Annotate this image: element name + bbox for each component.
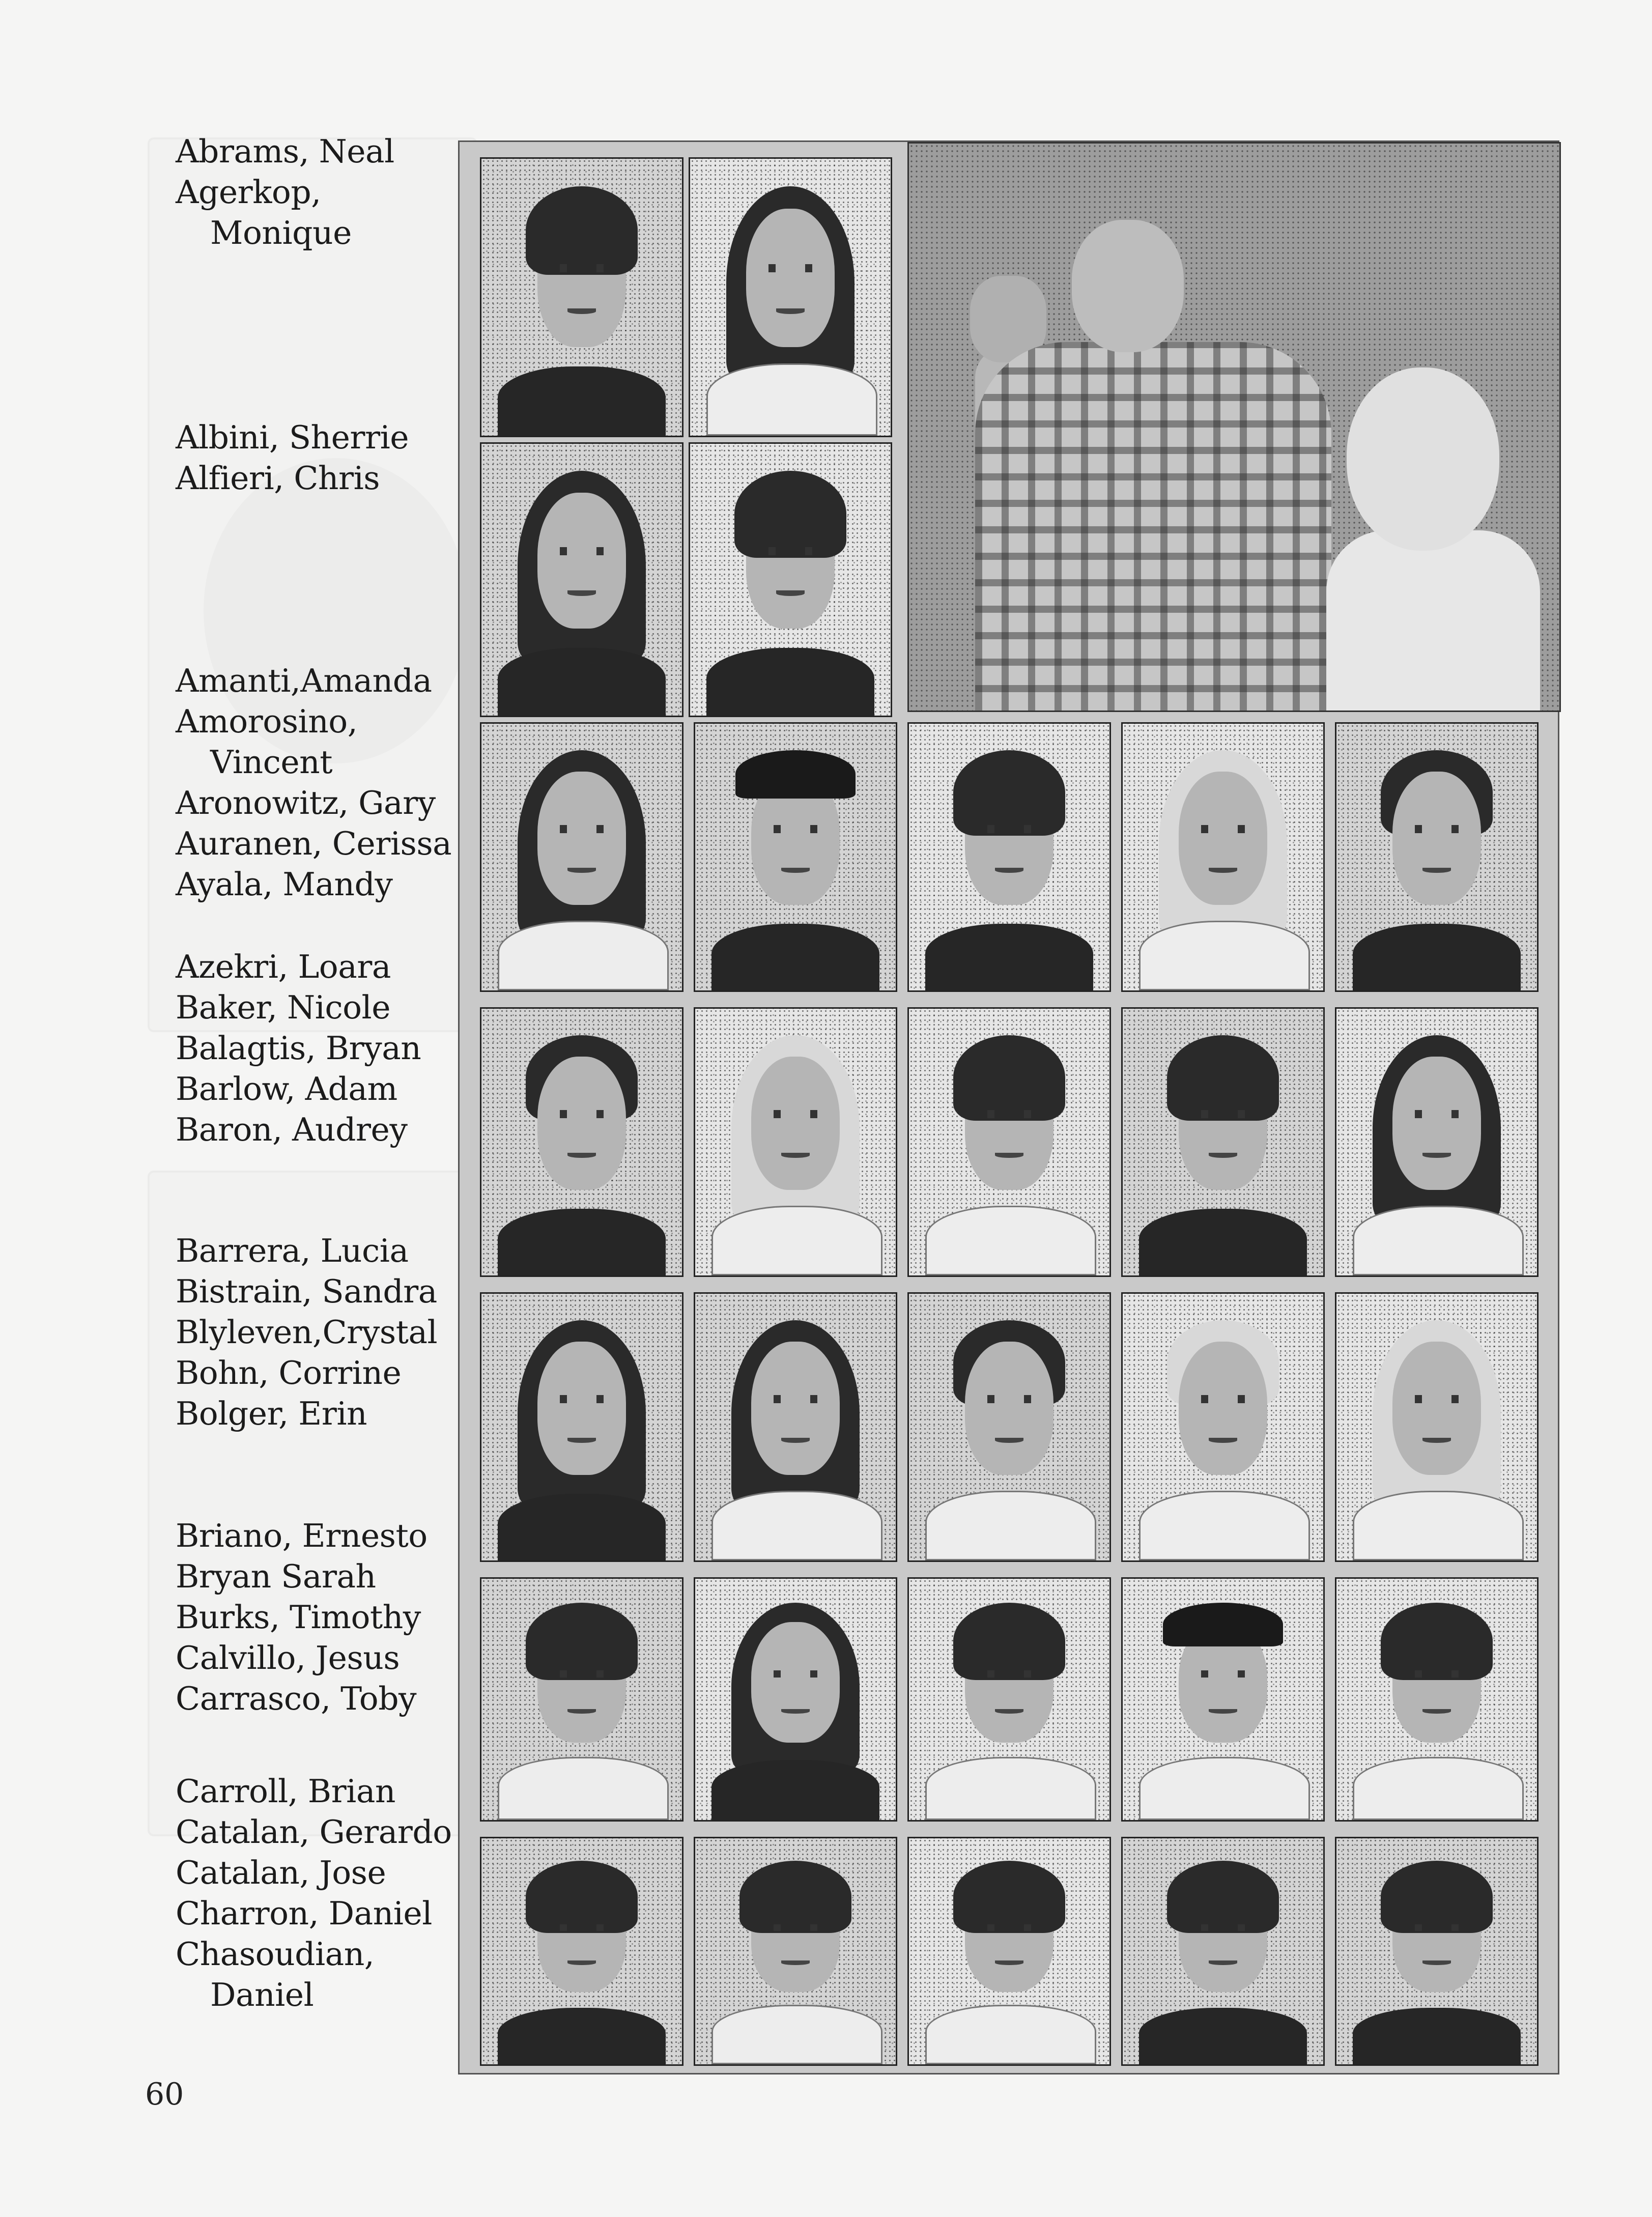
student-name: Abrams, Neal <box>176 133 394 170</box>
student-name: Burks, Timothy <box>176 1599 421 1636</box>
student-name: Albini, Sherrie <box>176 419 409 456</box>
name-group-row-2 <box>176 417 461 499</box>
student-name: Aronowitz, Gary <box>176 784 436 821</box>
student-portrait <box>694 1577 897 1822</box>
student-portrait <box>480 442 683 717</box>
name-group-row-5 <box>176 1231 461 1434</box>
student-name: Bolger, Erin <box>176 1395 367 1432</box>
student-portrait <box>1335 722 1539 992</box>
student-portrait <box>480 1292 683 1562</box>
student-portrait <box>1121 1292 1325 1562</box>
name-group-row-4 <box>176 947 461 1150</box>
student-name: Vincent <box>210 744 333 781</box>
name-group-row-1 <box>176 131 461 253</box>
student-name: Catalan, Jose <box>176 1854 386 1891</box>
student-name: Baker, Nicole <box>176 989 390 1026</box>
student-name: Auranen, Cerissa <box>176 825 452 862</box>
student-portrait <box>907 1292 1111 1562</box>
name-group-row-7 <box>176 1771 461 2015</box>
student-portrait <box>1121 1007 1325 1277</box>
student-portrait <box>689 157 892 437</box>
student-name: Carroll, Brian <box>176 1773 395 1810</box>
student-name: Blyleven,Crystal <box>176 1314 438 1351</box>
student-portrait <box>907 1007 1111 1277</box>
student-portrait <box>480 1007 683 1277</box>
student-portrait <box>480 722 683 992</box>
student-portrait <box>1121 722 1325 992</box>
student-name: Bryan Sarah <box>176 1558 376 1595</box>
student-name: Barrera, Lucia <box>176 1232 409 1269</box>
student-name: Carrasco, Toby <box>176 1680 417 1717</box>
student-portrait <box>480 157 683 437</box>
student-name: Bistrain, Sandra <box>176 1273 437 1310</box>
student-portrait <box>907 1577 1111 1822</box>
student-name: Catalan, Gerardo <box>176 1813 452 1851</box>
student-portrait <box>480 1577 683 1822</box>
student-name: Barlow, Adam <box>176 1070 397 1107</box>
student-portrait <box>689 442 892 717</box>
student-name: Briano, Ernesto <box>176 1517 428 1554</box>
student-name: Monique <box>210 214 352 251</box>
student-portrait <box>1335 1292 1539 1562</box>
student-name: Charron, Daniel <box>176 1895 432 1932</box>
student-name: Daniel <box>210 1976 314 2013</box>
portrait-grid <box>458 140 1559 2074</box>
student-portrait <box>480 1837 683 2066</box>
student-name: Agerkop, <box>176 174 321 211</box>
student-portrait <box>907 722 1111 992</box>
student-portrait <box>694 1837 897 2066</box>
student-name: Azekri, Loara <box>176 948 391 985</box>
student-portrait <box>694 1007 897 1277</box>
student-portrait <box>1335 1577 1539 1822</box>
student-name: Baron, Audrey <box>176 1111 408 1148</box>
student-name: Chasoudian, <box>176 1936 375 1973</box>
student-portrait <box>1121 1577 1325 1822</box>
name-group-row-6 <box>176 1516 461 1719</box>
student-portrait <box>1121 1837 1325 2066</box>
student-portrait <box>694 1292 897 1562</box>
student-portrait <box>907 1837 1111 2066</box>
student-name: Alfieri, Chris <box>176 460 380 497</box>
student-name: Balagtis, Bryan <box>176 1030 421 1067</box>
student-portrait <box>694 722 897 992</box>
student-name: Amorosino, <box>176 703 358 740</box>
student-portrait <box>1335 1837 1539 2066</box>
student-portrait <box>1335 1007 1539 1277</box>
page-number: 60 <box>145 2077 184 2112</box>
name-group-row-3 <box>176 661 461 905</box>
candid-photo <box>907 142 1561 712</box>
student-name: Ayala, Mandy <box>176 866 393 903</box>
student-name: Bohn, Corrine <box>176 1354 402 1391</box>
student-name: Calvillo, Jesus <box>176 1639 400 1676</box>
student-name: Amanti,Amanda <box>176 662 432 699</box>
